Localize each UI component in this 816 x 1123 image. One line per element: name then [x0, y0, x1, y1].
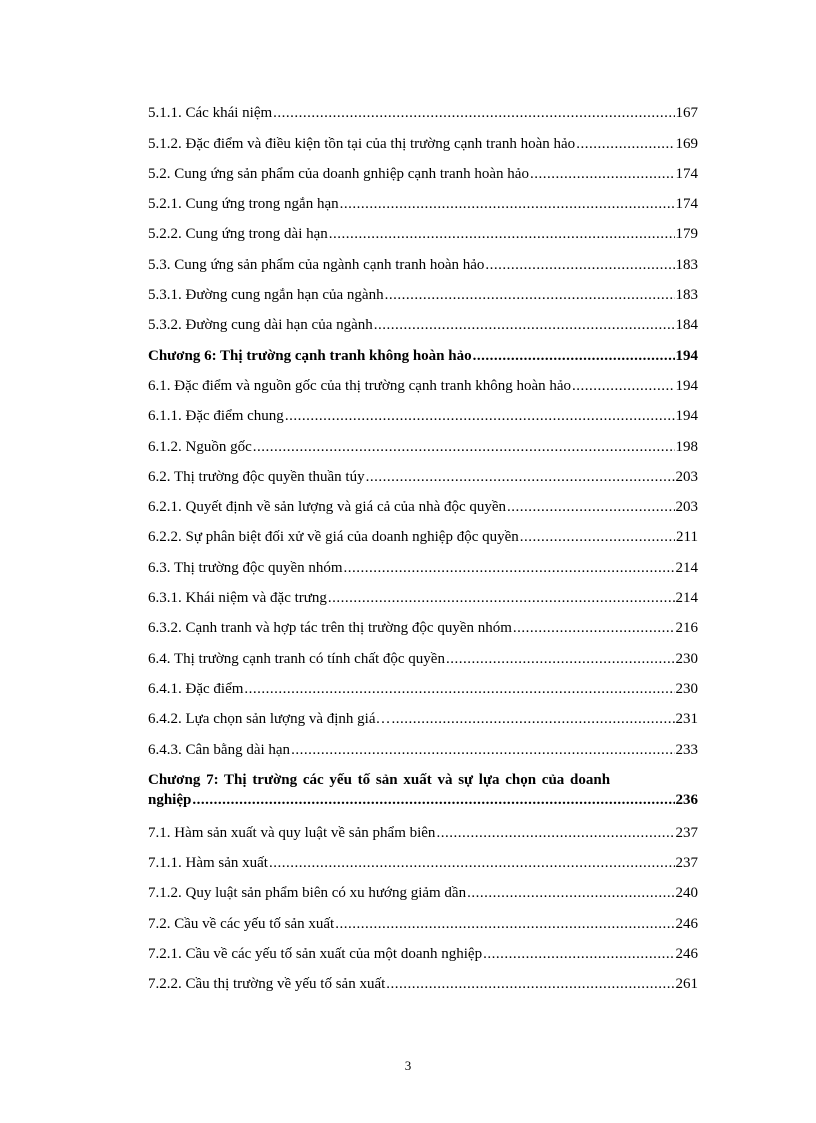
toc-entry-label: 6.1.2. Nguồn gốc: [148, 438, 252, 455]
toc-entry-page: 230: [675, 680, 698, 697]
toc-leader-dots: [467, 885, 674, 902]
toc-entry-page: 237: [675, 824, 698, 841]
toc-entry-page: 184: [675, 317, 698, 334]
toc-leader-dots: [530, 166, 675, 183]
toc-entry-page: 183: [675, 287, 698, 304]
toc-entry-label: 7.1.2. Quy luật sản phẩm biên có xu hướng giảm dần: [148, 885, 467, 902]
toc-entry-page: 231: [675, 711, 698, 728]
toc-entry[interactable]: [148, 668, 698, 698]
table-of-contents: [148, 92, 698, 993]
toc-leader-dots: [192, 792, 674, 809]
toc-entry[interactable]: [148, 963, 698, 993]
toc-entry-page: 237: [675, 855, 698, 872]
toc-leader-dots: [329, 226, 675, 243]
toc-entry-page: 233: [675, 741, 698, 758]
toc-entry[interactable]: [148, 92, 698, 122]
toc-entry-label: 6.2. Thị trường độc quyền thuần túy: [148, 468, 365, 485]
toc-leader-dots: [291, 742, 674, 759]
toc-entry[interactable]: [148, 425, 698, 455]
toc-entry-label: 6.1.1. Đặc điểm chung: [148, 408, 284, 425]
toc-entry-page: 174: [675, 165, 698, 182]
toc-entry-label: 7.2.1. Cầu về các yếu tố sản xuất của một doanh nghiệp: [148, 946, 483, 963]
toc-entry[interactable]: [148, 812, 698, 842]
toc-entry[interactable]: [148, 546, 698, 576]
toc-entry-page: 169: [675, 135, 698, 152]
toc-leader-dots: [273, 105, 674, 122]
toc-entry-page: 174: [675, 196, 698, 213]
toc-part-1: [148, 92, 698, 759]
toc-entry[interactable]: [148, 486, 698, 516]
toc-leader-dots: [473, 348, 675, 365]
toc-entry-page: 236: [675, 791, 698, 808]
toc-entry-page: 261: [675, 976, 698, 993]
toc-entry-label: 5.2.2. Cung ứng trong dài hạn: [148, 226, 328, 243]
toc-leader-dots: [335, 916, 674, 933]
toc-entry-label: 7.1. Hàm sản xuất và quy luật về sản phẩm biên: [148, 824, 436, 841]
toc-leader-dots: [483, 946, 674, 963]
toc-entry-label: 6.4.3. Cân bằng dài hạn: [148, 741, 291, 758]
toc-leader-dots: [374, 317, 675, 334]
toc-entry[interactable]: [148, 607, 698, 637]
toc-entry-page: 179: [675, 226, 698, 243]
toc-entry[interactable]: [148, 872, 698, 902]
toc-entry[interactable]: [148, 637, 698, 667]
toc-leader-dots: [507, 499, 674, 516]
toc-entry-label: 5.2. Cung ứng sản phẩm của doanh gnhiệp cạnh tranh hoàn hảo: [148, 165, 529, 182]
toc-entry[interactable]: [148, 395, 698, 425]
toc-entry[interactable]: [148, 365, 698, 395]
toc-leader-dots: [446, 651, 675, 668]
toc-entry-label: 6.4.1. Đặc điểm: [148, 680, 244, 697]
toc-entry[interactable]: [148, 933, 698, 963]
toc-entry-page: 240: [675, 885, 698, 902]
toc-leader-dots: [572, 378, 674, 395]
toc-entry-page: 246: [675, 915, 698, 932]
toc-leader-dots: [513, 620, 675, 637]
page-number: 3: [404, 1058, 412, 1073]
toc-entry-page: 198: [675, 438, 698, 455]
toc-leader-dots: [285, 408, 675, 425]
toc-leader-dots: [391, 711, 674, 728]
toc-leader-dots: [485, 257, 674, 274]
toc-leader-dots: [436, 825, 674, 842]
toc-entry-label: 5.3.2. Đường cung dài hạn của ngành: [148, 317, 373, 334]
toc-leader-dots: [344, 560, 675, 577]
toc-leader-dots: [386, 976, 674, 993]
toc-entry-page: 194: [675, 347, 698, 364]
toc-leader-dots: [576, 136, 674, 153]
toc-entry-label: 5.1.2. Đặc điểm và điều kiện tồn tại của thị trường cạnh tranh hoàn hảo: [148, 135, 576, 152]
toc-leader-dots: [244, 681, 674, 698]
toc-entry-label: 6.4.2. Lựa chọn sản lượng và định giá…: [148, 711, 391, 728]
toc-entry-page: 246: [675, 946, 698, 963]
toc-entry[interactable]: [148, 577, 698, 607]
toc-entry[interactable]: [148, 122, 698, 152]
toc-entry-page: 183: [675, 256, 698, 273]
toc-entry-label-line1: Chương 7: Thị trường các yếu tố sản xuất và sự lựa chọn của doanh: [148, 771, 611, 788]
toc-entry-label: 6.3.2. Cạnh tranh và hợp tác trên thị trường độc quyền nhóm: [148, 620, 512, 637]
toc-entry-label-line2: nghiệp: [148, 791, 192, 808]
toc-leader-dots: [253, 439, 675, 456]
toc-entry[interactable]: [148, 243, 698, 273]
toc-entry-label: 5.2.1. Cung ứng trong ngắn hạn: [148, 196, 339, 213]
toc-entry-label: 7.1.1. Hàm sản xuất: [148, 855, 268, 872]
toc-entry-label: 6.2.1. Quyết định về sản lượng và giá cả của nhà độc quyền: [148, 499, 507, 516]
toc-entry-page: 203: [675, 499, 698, 516]
toc-entry-page: 216: [675, 620, 698, 637]
toc-entry[interactable]: [148, 304, 698, 334]
toc-entry-page: 203: [675, 468, 698, 485]
toc-entry-label: 5.1.1. Các khái niệm: [148, 105, 273, 122]
toc-leader-dots: [340, 196, 675, 213]
toc-entry[interactable]: [148, 842, 698, 872]
toc-entry-chapter-7[interactable]: [148, 759, 698, 809]
toc-entry-page: 194: [675, 408, 698, 425]
toc-leader-dots: [520, 529, 675, 546]
toc-entry-page: 194: [675, 377, 698, 394]
toc-entry[interactable]: [148, 153, 698, 183]
toc-entry[interactable]: [148, 274, 698, 304]
toc-entry[interactable]: [148, 213, 698, 243]
toc-leader-dots: [328, 590, 675, 607]
toc-entry[interactable]: [148, 698, 698, 728]
toc-entry[interactable]: [148, 516, 698, 546]
toc-part-2: [148, 812, 698, 994]
toc-entry[interactable]: [148, 334, 698, 364]
toc-entry[interactable]: [148, 183, 698, 213]
toc-entry-page: 214: [675, 590, 698, 607]
toc-entry-label: 6.4. Thị trường cạnh tranh có tính chất độc quyền: [148, 650, 445, 667]
toc-entry-label: 5.3. Cung ứng sản phẩm của ngành cạnh tranh hoàn hảo: [148, 256, 485, 273]
toc-entry[interactable]: [148, 728, 698, 758]
toc-entry-label: 7.2. Cầu về các yếu tố sản xuất: [148, 915, 335, 932]
toc-entry-label: 6.3. Thị trường độc quyền nhóm: [148, 559, 343, 576]
toc-entry-line2: [148, 792, 698, 809]
toc-entry-label: 7.2.2. Cầu thị trường về yếu tố sản xuất: [148, 976, 386, 993]
toc-leader-dots: [269, 855, 675, 872]
toc-entry-label: 5.3.1. Đường cung ngắn hạn của ngành: [148, 287, 384, 304]
toc-entry-page: 214: [675, 559, 698, 576]
toc-entry-page: 211: [676, 529, 698, 546]
toc-entry-label: Chương 6: Thị trường cạnh tranh không hoàn hảo: [148, 347, 472, 364]
toc-entry[interactable]: [148, 456, 698, 486]
toc-leader-dots: [366, 469, 675, 486]
toc-entry[interactable]: [148, 902, 698, 932]
toc-leader-dots: [385, 287, 675, 304]
toc-entry-label: 6.3.1. Khái niệm và đặc trưng: [148, 590, 327, 607]
toc-entry-label: 6.1. Đặc điểm và nguồn gốc của thị trường cạnh tranh không hoàn hảo: [148, 377, 572, 394]
toc-entry-page: 230: [675, 650, 698, 667]
toc-entry-page: 167: [675, 105, 698, 122]
toc-entry-label: 6.2.2. Sự phân biệt đối xử về giá của doanh nghiệp độc quyền: [148, 529, 519, 546]
